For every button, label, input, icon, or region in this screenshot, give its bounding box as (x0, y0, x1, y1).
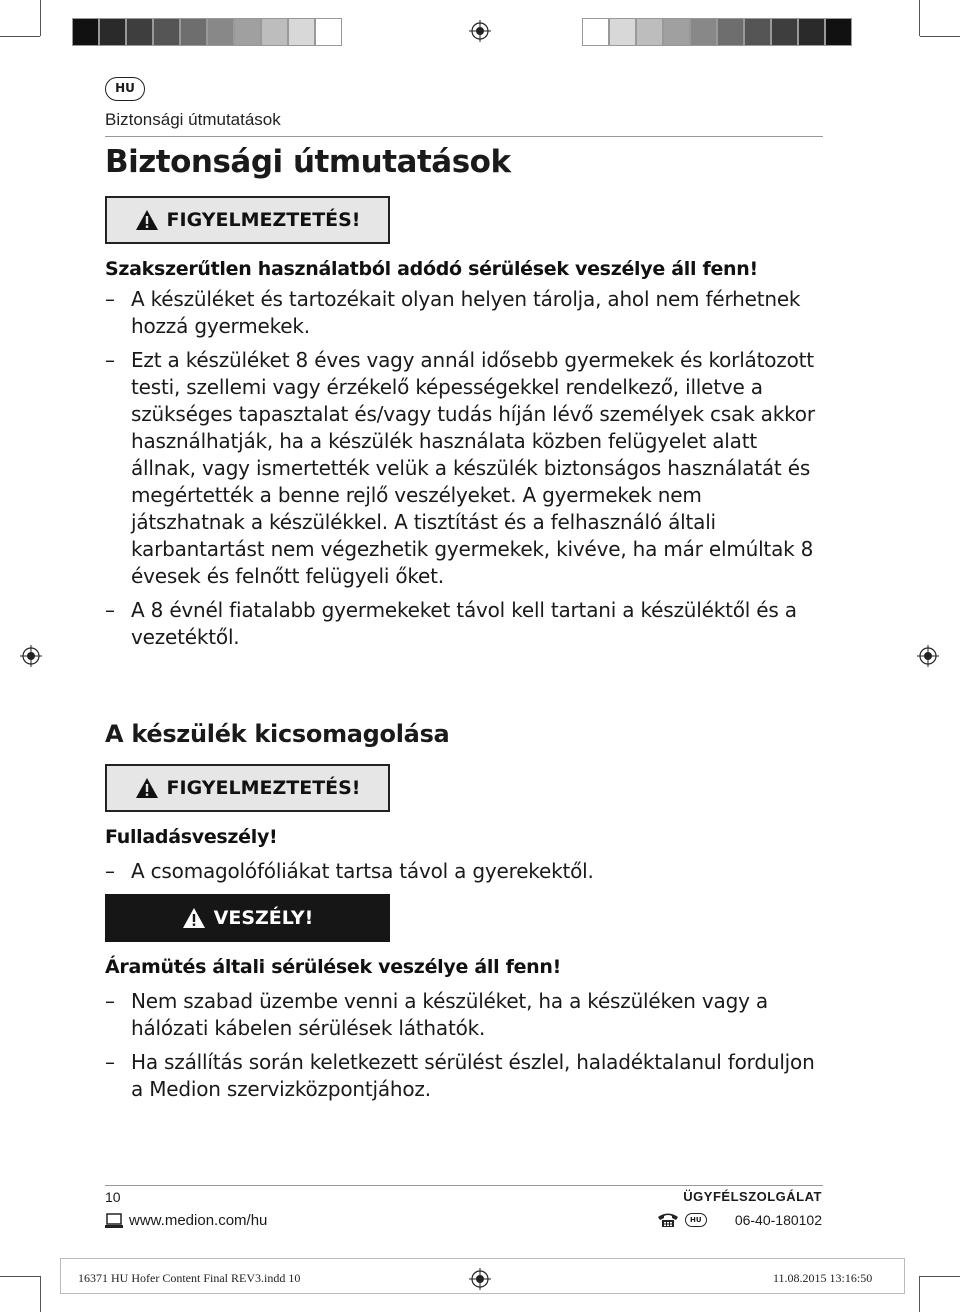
color-swatch (771, 18, 798, 46)
slug-datetime: 11.08.2015 13:16:50 (773, 1271, 873, 1285)
list-item: – Ha szállítás során keletkezett sérülést észlel, haladéktalanul forduljon a Medion szervizközpontjához. (105, 1050, 815, 1101)
hazard-heading: Áramütés általi sérülések veszélye áll fenn! (105, 956, 561, 978)
color-swatch (636, 18, 663, 46)
color-swatch (99, 18, 126, 46)
warning-triangle-icon (182, 907, 206, 929)
safety-list (105, 988, 821, 1110)
color-swatch (582, 18, 609, 46)
color-swatch (744, 18, 771, 46)
color-swatch (690, 18, 717, 46)
color-swatch (609, 18, 636, 46)
footer-divider (105, 1185, 823, 1186)
hazard-heading: Fulladásveszély! (105, 826, 278, 848)
list-item: – Ezt a készüléket 8 éves vagy annál idősebb gyermekek és korlátozott testi, szellemi vagy érzékelő képességekkel rendelkező, illetve a szükséges tapasztalat és/vagy tudás híján lévő személyek csak akkor használhatják, ha a készülék használata közben felügyelet alatt állnak, vagy ismertették velük a készülék biztonságos használatát és megértették a benne rejlő veszélyeket. A gyermekek nem játszhatnak a készülékkel. A tisztítást és a felhasználó általi karbantartást nem végezhetik gyermekek, kivéve, ha már elmúltak 8 évesek és felnőtt felügyeli őket. (105, 348, 815, 588)
safety-list (105, 858, 821, 892)
danger-label: VESZÉLY! (213, 907, 314, 929)
slug-filename: 16371 HU Hofer Content Final REV3.indd 10 (78, 1271, 301, 1285)
swatch-strip-left (72, 18, 342, 46)
warning-triangle-icon (135, 209, 159, 231)
warning-triangle-icon (135, 777, 159, 799)
color-swatch (315, 18, 342, 46)
warning-box (105, 764, 390, 812)
list-item: – A készüléket és tartozékait olyan helyen tárolja, ahol nem férhetnek hozzá gyermekek. (105, 287, 801, 338)
color-swatch (234, 18, 261, 46)
color-swatch (717, 18, 744, 46)
crop-mark (0, 1276, 40, 1277)
registration-mark-icon (469, 20, 491, 42)
website-row (105, 1212, 267, 1229)
hazard-heading: Szakszerűtlen használatból adódó sérülések veszélye áll fenn! (105, 258, 758, 280)
phone-number: 06-40-180102 (734, 1212, 822, 1228)
section-title: A készülék kicsomagolása (105, 720, 450, 748)
list-item: – Nem szabad üzembe venni a készüléket, ha a készüléken vagy a hálózati kábelen sérülések láthatók. (105, 989, 768, 1040)
page-title: Biztonsági útmutatások (105, 144, 511, 180)
website-link[interactable]: www.medion.com/hu (129, 1212, 268, 1229)
swatch-strip-right (582, 18, 852, 46)
color-swatch (261, 18, 288, 46)
warning-box (105, 196, 390, 244)
crop-mark (920, 36, 960, 37)
color-swatch (663, 18, 690, 46)
color-swatch (825, 18, 852, 46)
list-item: – A 8 évnél fiatalabb gyermekeket távol kell tartani a készüléktől és a vezetéktől. (105, 598, 797, 649)
color-swatch (207, 18, 234, 46)
color-swatch (288, 18, 315, 46)
page-number: 10 (105, 1189, 121, 1205)
crop-mark (919, 1276, 920, 1312)
computer-icon (105, 1213, 123, 1229)
phone-row (657, 1212, 822, 1228)
service-label: ÜGYFÉLSZOLGÁLAT (683, 1189, 822, 1204)
header-divider (105, 136, 823, 137)
crop-mark (920, 1276, 960, 1277)
crop-mark (40, 0, 41, 36)
color-swatch (798, 18, 825, 46)
telephone-icon (657, 1212, 679, 1228)
warning-label: FIGYELMEZTETÉS! (166, 777, 361, 799)
phone-language-badge: HU (685, 1213, 707, 1227)
color-swatch (72, 18, 99, 46)
warning-label: FIGYELMEZTETÉS! (166, 209, 361, 231)
crop-mark (0, 36, 40, 37)
color-swatch (126, 18, 153, 46)
color-swatch (180, 18, 207, 46)
safety-list (105, 286, 821, 658)
color-swatch (153, 18, 180, 46)
crop-mark (40, 1276, 41, 1312)
crop-mark (919, 0, 920, 36)
language-badge: HU (105, 77, 145, 101)
registration-mark-icon (20, 645, 42, 667)
danger-box (105, 894, 390, 942)
registration-mark-icon (917, 645, 939, 667)
running-head: Biztonsági útmutatások (105, 110, 281, 129)
list-item: – A csomagolófóliákat tartsa távol a gyerekektől. (105, 859, 594, 883)
